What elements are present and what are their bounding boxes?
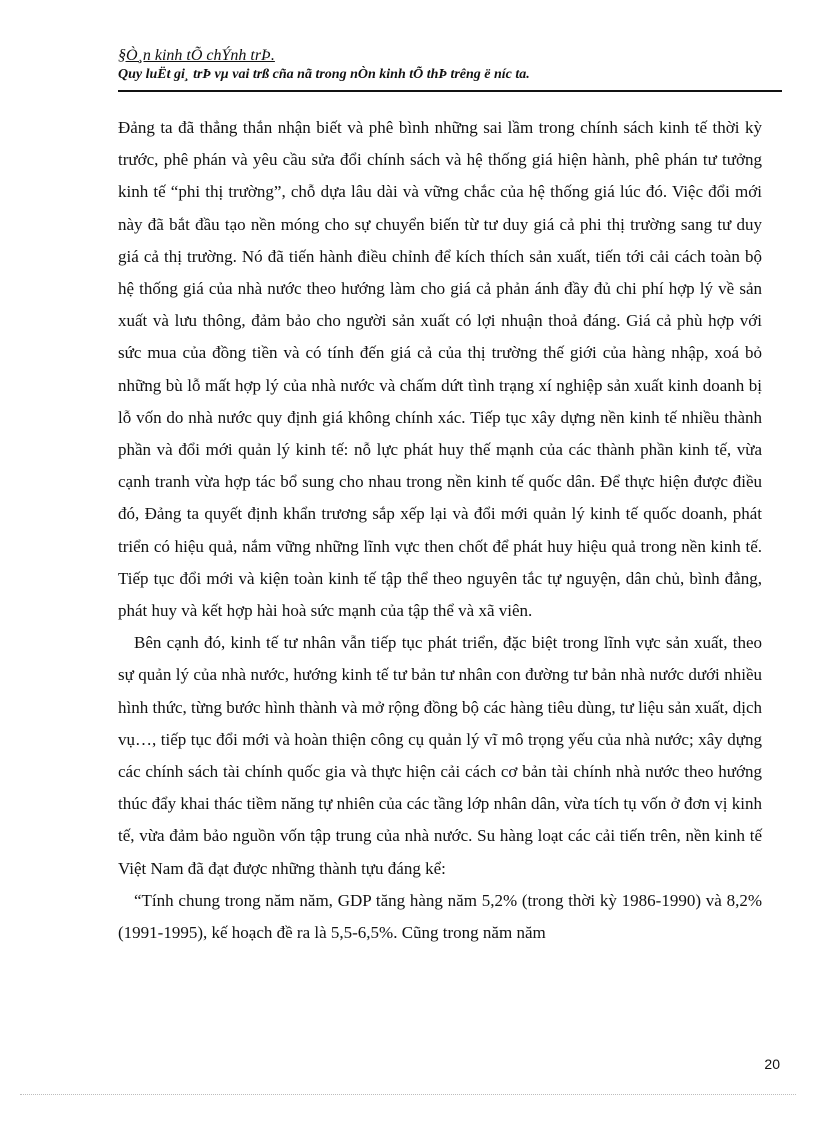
footer-dotted-border bbox=[20, 1094, 796, 1095]
paragraph-3: “Tính chung trong năm năm, GDP tăng hàng năm 5,2% (trong thời kỳ 1986-1990) và 8,2% (1991-1995), kế hoạch đề ra là 5,5-6,5%. Cũng trong năm năm bbox=[118, 890, 762, 943]
paragraph-2: Bên cạnh đó, kinh tế tư nhân vẫn tiếp tục phát triển, đặc biệt trong lĩnh vực sản xuất, theo sự quản lý của nhà nước, hướng kinh tế tư bản tư nhân con đường tư bản nhà nước dưới nhiều hình thức, từng bước hình thành và mở rộng đồng bộ các hàng tiêu dùng, tư liệu sản xuất, dịch vụ…, tiếp tục đổi mới và hoàn thiện công cụ quản lý vĩ mô trọng yếu của nhà nước; xây dựng các chính sách tài chính quốc gia và thực hiện cải cách cơ bản tài chính nhà nước theo hướng thúc đẩy khai thác tiềm năng tự nhiên của các tầng lớp nhân dân, vừa tích tụ vốn ở đơn vị kinh tế, vừa đảm bảo nguồn vốn tập trung của nhà nước. Su hàng loạt các cải tiến trên, nền kinh tế Việt Nam đã đạt được những thành tựu đáng kể: bbox=[118, 633, 762, 878]
paragraph-1: Đảng ta đã thẳng thắn nhận biết và phê bình những sai lầm trong chính sách kinh tế thời kỳ trước, phê phán và yêu cầu sửa đổi chính sách và hệ thống giá hiện hành, phê phán tư tưởng kinh tế “phi thị trường”, chỗ dựa lâu dài và vững chắc của hệ thống giá lúc đó. Việc đổi mới này đã bắt đầu tạo nền móng cho sự chuyển biến từ tư duy giá cả phi thị trường sang tư duy giá cả thị trường. Nó đã tiến hành điều chỉnh để kích thích sản xuất, tiến tới cải cách toàn bộ hệ thống giá của nhà nước theo hướng làm cho giá cả phản ánh đầy đủ chi phí hợp lý về sản xuất và lưu thông, đảm bảo cho người sản xuất có lợi nhuận thoả đáng. Giá cả phù hợp với sức mua của đồng tiền và có tính đến giá cả của thị trường thế giới của hàng nhập, xoá bỏ những bù lỗ mất hợp lý của nhà nước và chấm dứt tình trạng xí nghiệp sản xuất kinh doanh bị lỗ vốn do nhà nước quy định giá không chính xác. Tiếp tục xây dựng nền kinh tế nhiều thành phần và đổi mới quản lý kinh tế: nỗ lực phát huy thế mạnh của các thành phần kinh tế, vừa cạnh tranh vừa hợp tác bổ sung cho nhau trong nền kinh tế quốc dân. Để thực hiện được điều đó, Đảng ta quyết định khẩn trương sắp xếp lại và đổi mới quản lý kinh tế quốc doanh, phát triển có hiệu quả, nắm vững những lĩnh vực then chốt để phát huy hiệu quả trong nền kinh tế. Tiếp tục đổi mới và kiện toàn kinh tế tập thể theo nguyên tắc tự nguyện, dân chủ, bình đẳng, phát huy và kết hợp hài hoà sức mạnh của tập thể và xã viên. bbox=[118, 118, 762, 621]
header-divider bbox=[118, 90, 782, 92]
running-header bbox=[118, 46, 782, 84]
header-topic-title: Quy luËt gi¸ trÞ vµ vai trß cña nã trong nÒn kinh tÕ thÞ trêng ë níc ta. bbox=[118, 67, 530, 82]
body-text bbox=[118, 112, 762, 949]
header-course-title: §Ò¸n kinh tÕ chÝnh trÞ. bbox=[118, 47, 275, 64]
page-number: 20 bbox=[764, 1056, 780, 1072]
